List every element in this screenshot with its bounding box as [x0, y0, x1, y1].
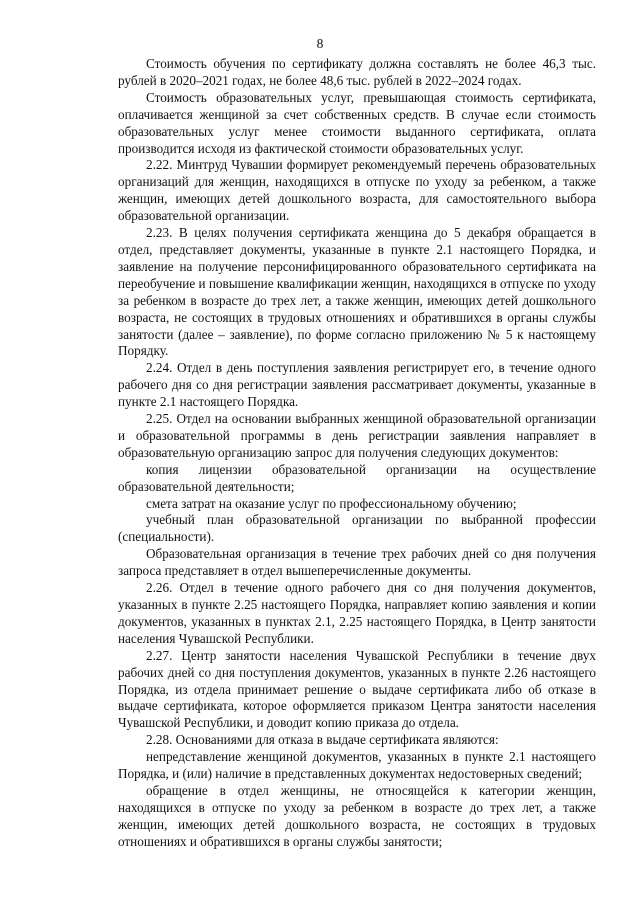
paragraph-organization-deadline: Образовательная организация в течение трех рабочих дней со дня получения запроса представляет в отдел вышеперечисленные документы.	[118, 546, 596, 579]
paragraph-tuition-cap: Стоимость обучения по сертификату должна составлять не более 46,3 тыс. рублей в 2020–2021 годах, не более 48,6 тыс. рублей в 2022–2024 годах.	[118, 56, 596, 88]
paragraph-2-28: 2.28. Основаниями для отказа в выдаче сертификата являются:	[146, 732, 499, 748]
paragraph-2-24: 2.24. Отдел в день поступления заявления регистрирует его, в течение одного рабочего дня со дня регистрации заявления рассматривает документы, указанные в пункте 2.1 настоящего Порядка.	[118, 360, 596, 410]
paragraph-cost-excess: Стоимость образовательных услуг, превышающая стоимость сертификата, оплачивается женщиной за счет собственных средств. В случае если стоимость образовательных услуг менее стоимости выданного сертификата, оплата производится исходя из фактической стоимости образовательных услуг.	[118, 89, 596, 156]
list-item-missing-documents: непредставление женщиной документов, указанных в пункте 2.1 настоящего Порядка, и (или) наличие в представленных документах недостоверных сведений;	[118, 749, 596, 782]
paragraph-2-22: 2.22. Минтруд Чувашии формирует рекомендуемый перечень образовательных организаций для женщин, находящихся в отпуске по уходу за ребенком, а также женщин, имеющих детей дошкольного возраста, для самостоятельного выбора образовательной организации.	[118, 157, 596, 224]
document-body	[118, 56, 596, 851]
list-item-license-copy: копия лицензии образовательной организации на осуществление образовательной деятельности;	[118, 461, 596, 494]
list-item-cost-estimate: смета затрат на оказание услуг по профессиональному обучению;	[146, 495, 517, 511]
list-item-curriculum: учебный план образовательной организации по выбранной профессии (специальности).	[118, 512, 596, 545]
paragraph-2-25: 2.25. Отдел на основании выбранных женщиной образовательной организации и образовательной программы в день регистрации заявления направляет в образовательную организацию запрос для получения следующих документов:	[118, 411, 596, 460]
paragraph-2-27: 2.27. Центр занятости населения Чувашской Республики в течение двух рабочих дней со дня поступления документов, указанных в пункте 2.26 настоящего Порядка, из отдела принимает решение о выдаче сертификата либо об отказе в выдаче сертификата, которое оформляется приказом Центра занятости населения Чувашской Республики, и доводит копию приказа до отдела.	[118, 647, 596, 731]
list-item-ineligible-applicant: обращение в отдел женщины, не относящейся к категории женщин, находящихся в отпуске по уходу за ребенком в возрасте до трех лет, а также женщин, имеющих детей дошкольного возраста, не состоящих в трудовых отношениях и обратившихся в органы службы занятости;	[118, 782, 596, 849]
paragraph-2-23: 2.23. В целях получения сертификата женщина до 5 декабря обращается в отдел, представляет документы, указанные в пункте 2.1 настоящего Порядка, и заявление на получение персонифицированного образовательного сертификата на переобучение и повышение квалификации женщин, находящихся в отпуске по уходу за ребенком в возрасте до трех лет, а также женщин, имеющих детей дошкольного возраста, не состоящих в трудовых отношениях и обратившихся в органы службы занятости (далее – заявление), по форме согласно приложению № 5 к настоящему Порядку.	[118, 225, 596, 359]
page-number: 8	[316, 36, 324, 51]
paragraph-2-26: 2.26. Отдел в течение одного рабочего дня со дня получения документов, указанных в пункте 2.25 настоящего Порядка, направляет копию заявления и копии документов, указанных в пунктах 2.1, 2.25 настоящего Порядка, в Центр занятости населения Чувашской Республики.	[118, 580, 596, 646]
